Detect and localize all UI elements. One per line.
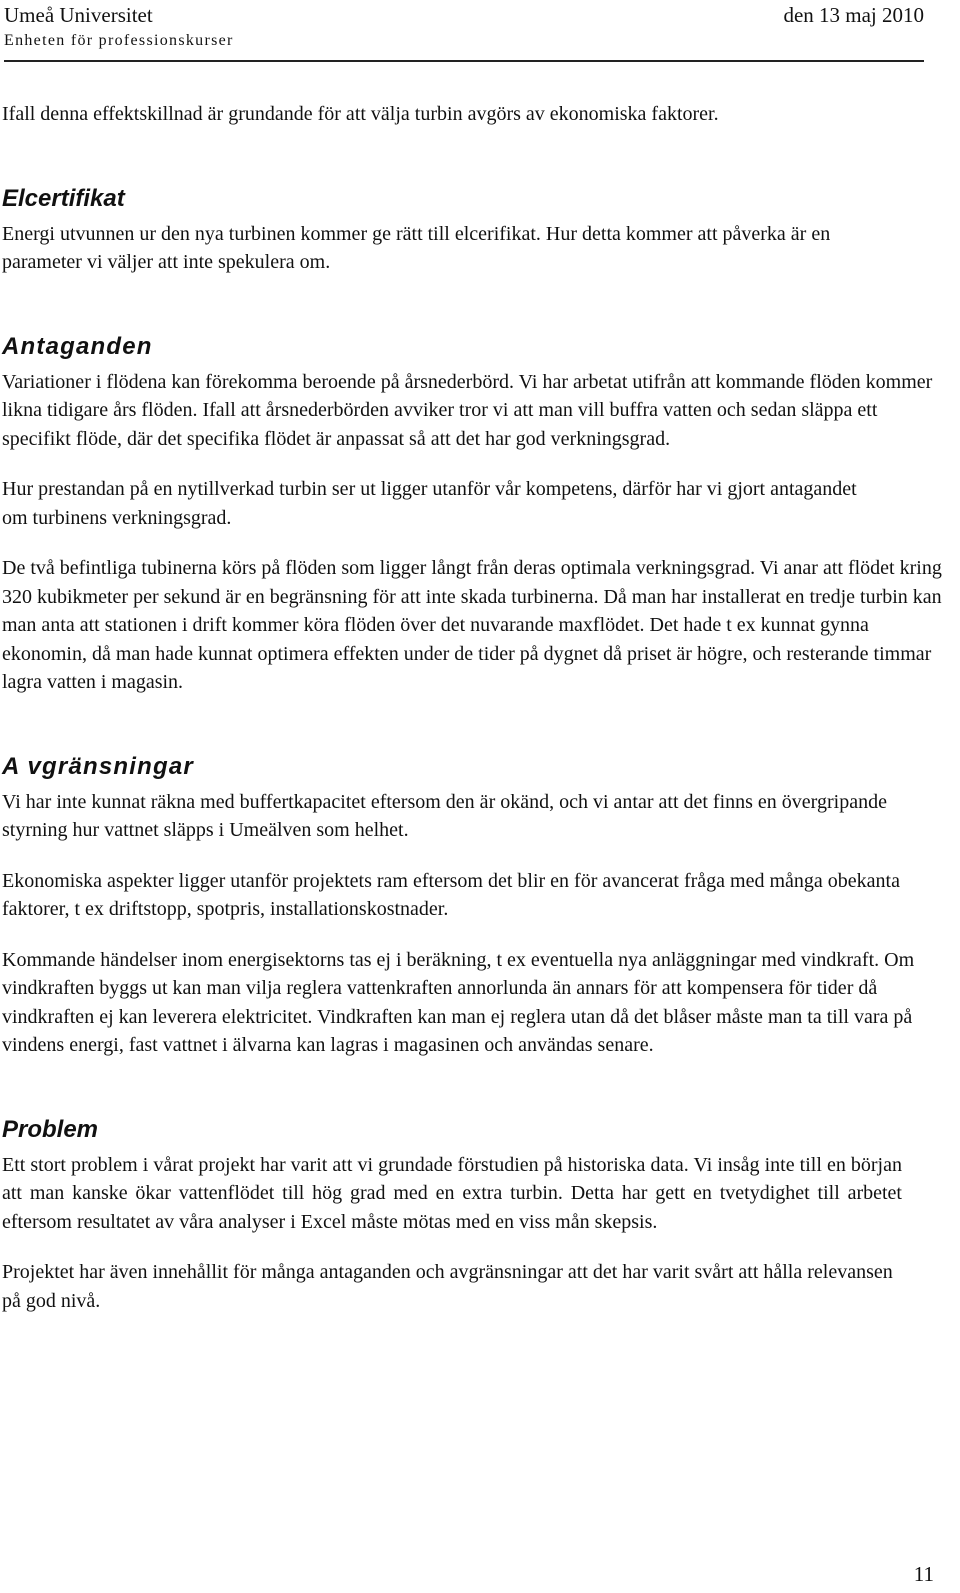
heading-antaganden: Antaganden xyxy=(2,332,153,360)
elcertifikat-paragraph: Energi utvunnen ur den nya turbinen kommer ge rätt till elcerifikat. Hur detta kommer att påverka är en parameter vi väljer att inte spekulera om. xyxy=(2,222,831,273)
avgransningar-paragraph-2: Ekonomiska aspekter ligger utanför projektets ram eftersom det blir en för avancerat fråga med många obekanta faktorer, t ex driftstopp, spotpris, installationskostnader. xyxy=(2,869,900,920)
heading-elcertifikat: Elcertifikat xyxy=(2,184,125,212)
intro-paragraph: Ifall denna effektskillnad är grundande för att välja turbin avgörs av ekonomiska faktorer. xyxy=(2,103,719,125)
university-name: Umeå Universitet xyxy=(4,3,153,27)
problem-paragraph-1: Ett stort problem i vårat projekt har varit att vi grundade förstudien på historiska data. Vi insåg inte till en början att man kanske ökar vattenflödet till hög grad med en extra turbin. Detta har gett en tvetydighet till arbetet eftersom resultatet av våra analyser i Excel måste mötas med en viss mån skepsis. xyxy=(2,1153,902,1233)
avgransningar-paragraph-1: Vi har inte kunnat räkna med buffertkapacitet eftersom den är okänd, och vi antar att det finns en övergripande styrning hur vattnet släpps i Umeälven som helhet. xyxy=(2,790,887,841)
heading-problem: Problem xyxy=(2,1115,99,1143)
antaganden-paragraph-1: Variationer i flödena kan förekomma beroende på årsnederbörd. Vi har arbetat utifrån att kommande flöden kommer likna tidigare års flöden. Ifall att årsnederbörden avviker tror vi att man vill buffra vatten och sedan släppa ett specifikt flöde, där det specifika flödet är anpassat så att det har god verkningsgrad. xyxy=(2,370,933,450)
page-number: 11 xyxy=(913,1562,934,1586)
page-header xyxy=(4,2,924,62)
avgransningar-paragraph-3: Kommande händelser inom energisektorns tas ej i beräkning, t ex eventuella nya anläggningar med vindkraft. Om vindkraften byggs ut kan man vilja reglera vattenkraften annorlunda än annars för att kompensera för tider då vindkraften ej kan leverera elektricitet. Vindkraften kan man ej reglera utan då det blåser måste man ta till vara på vindens energi, fast vattnet i älvarna kan lagras i magasinen och användas senare. xyxy=(2,948,915,1056)
antaganden-paragraph-2: Hur prestandan på en nytillverkad turbin ser ut ligger utanför vår kompetens, därför har vi gjort antagandet om turbinens verkningsgrad. xyxy=(2,478,857,529)
page-body xyxy=(2,100,942,1315)
problem-paragraph-2: Projektet har även innehållit för många antaganden och avgränsningar att det har varit svårt att hålla relevansen på god nivå. xyxy=(2,1261,893,1312)
department-name: Enheten för professionskurser xyxy=(4,32,234,49)
antaganden-paragraph-3: De två befintliga tubinerna körs på flöden som ligger långt från deras optimala verkningsgrad. Vi anar att flödet kring 320 kubikmeter per sekund är en begränsning för att inte skada turbinerna. Då man har installerat en tredje turbin kan man anta att stationen i drift kommer köra flöden över det nuvarande maxflödet. Det hade t ex kunnat gynna ekonomin, då man hade kunnat optimera effekten under de tider på dygnet då priset är högre, och resterande timmar lagra vatten i magasin. xyxy=(2,557,942,693)
header-date: den 13 maj 2010 xyxy=(783,3,924,27)
heading-avgransningar: A vgränsningar xyxy=(2,752,194,780)
